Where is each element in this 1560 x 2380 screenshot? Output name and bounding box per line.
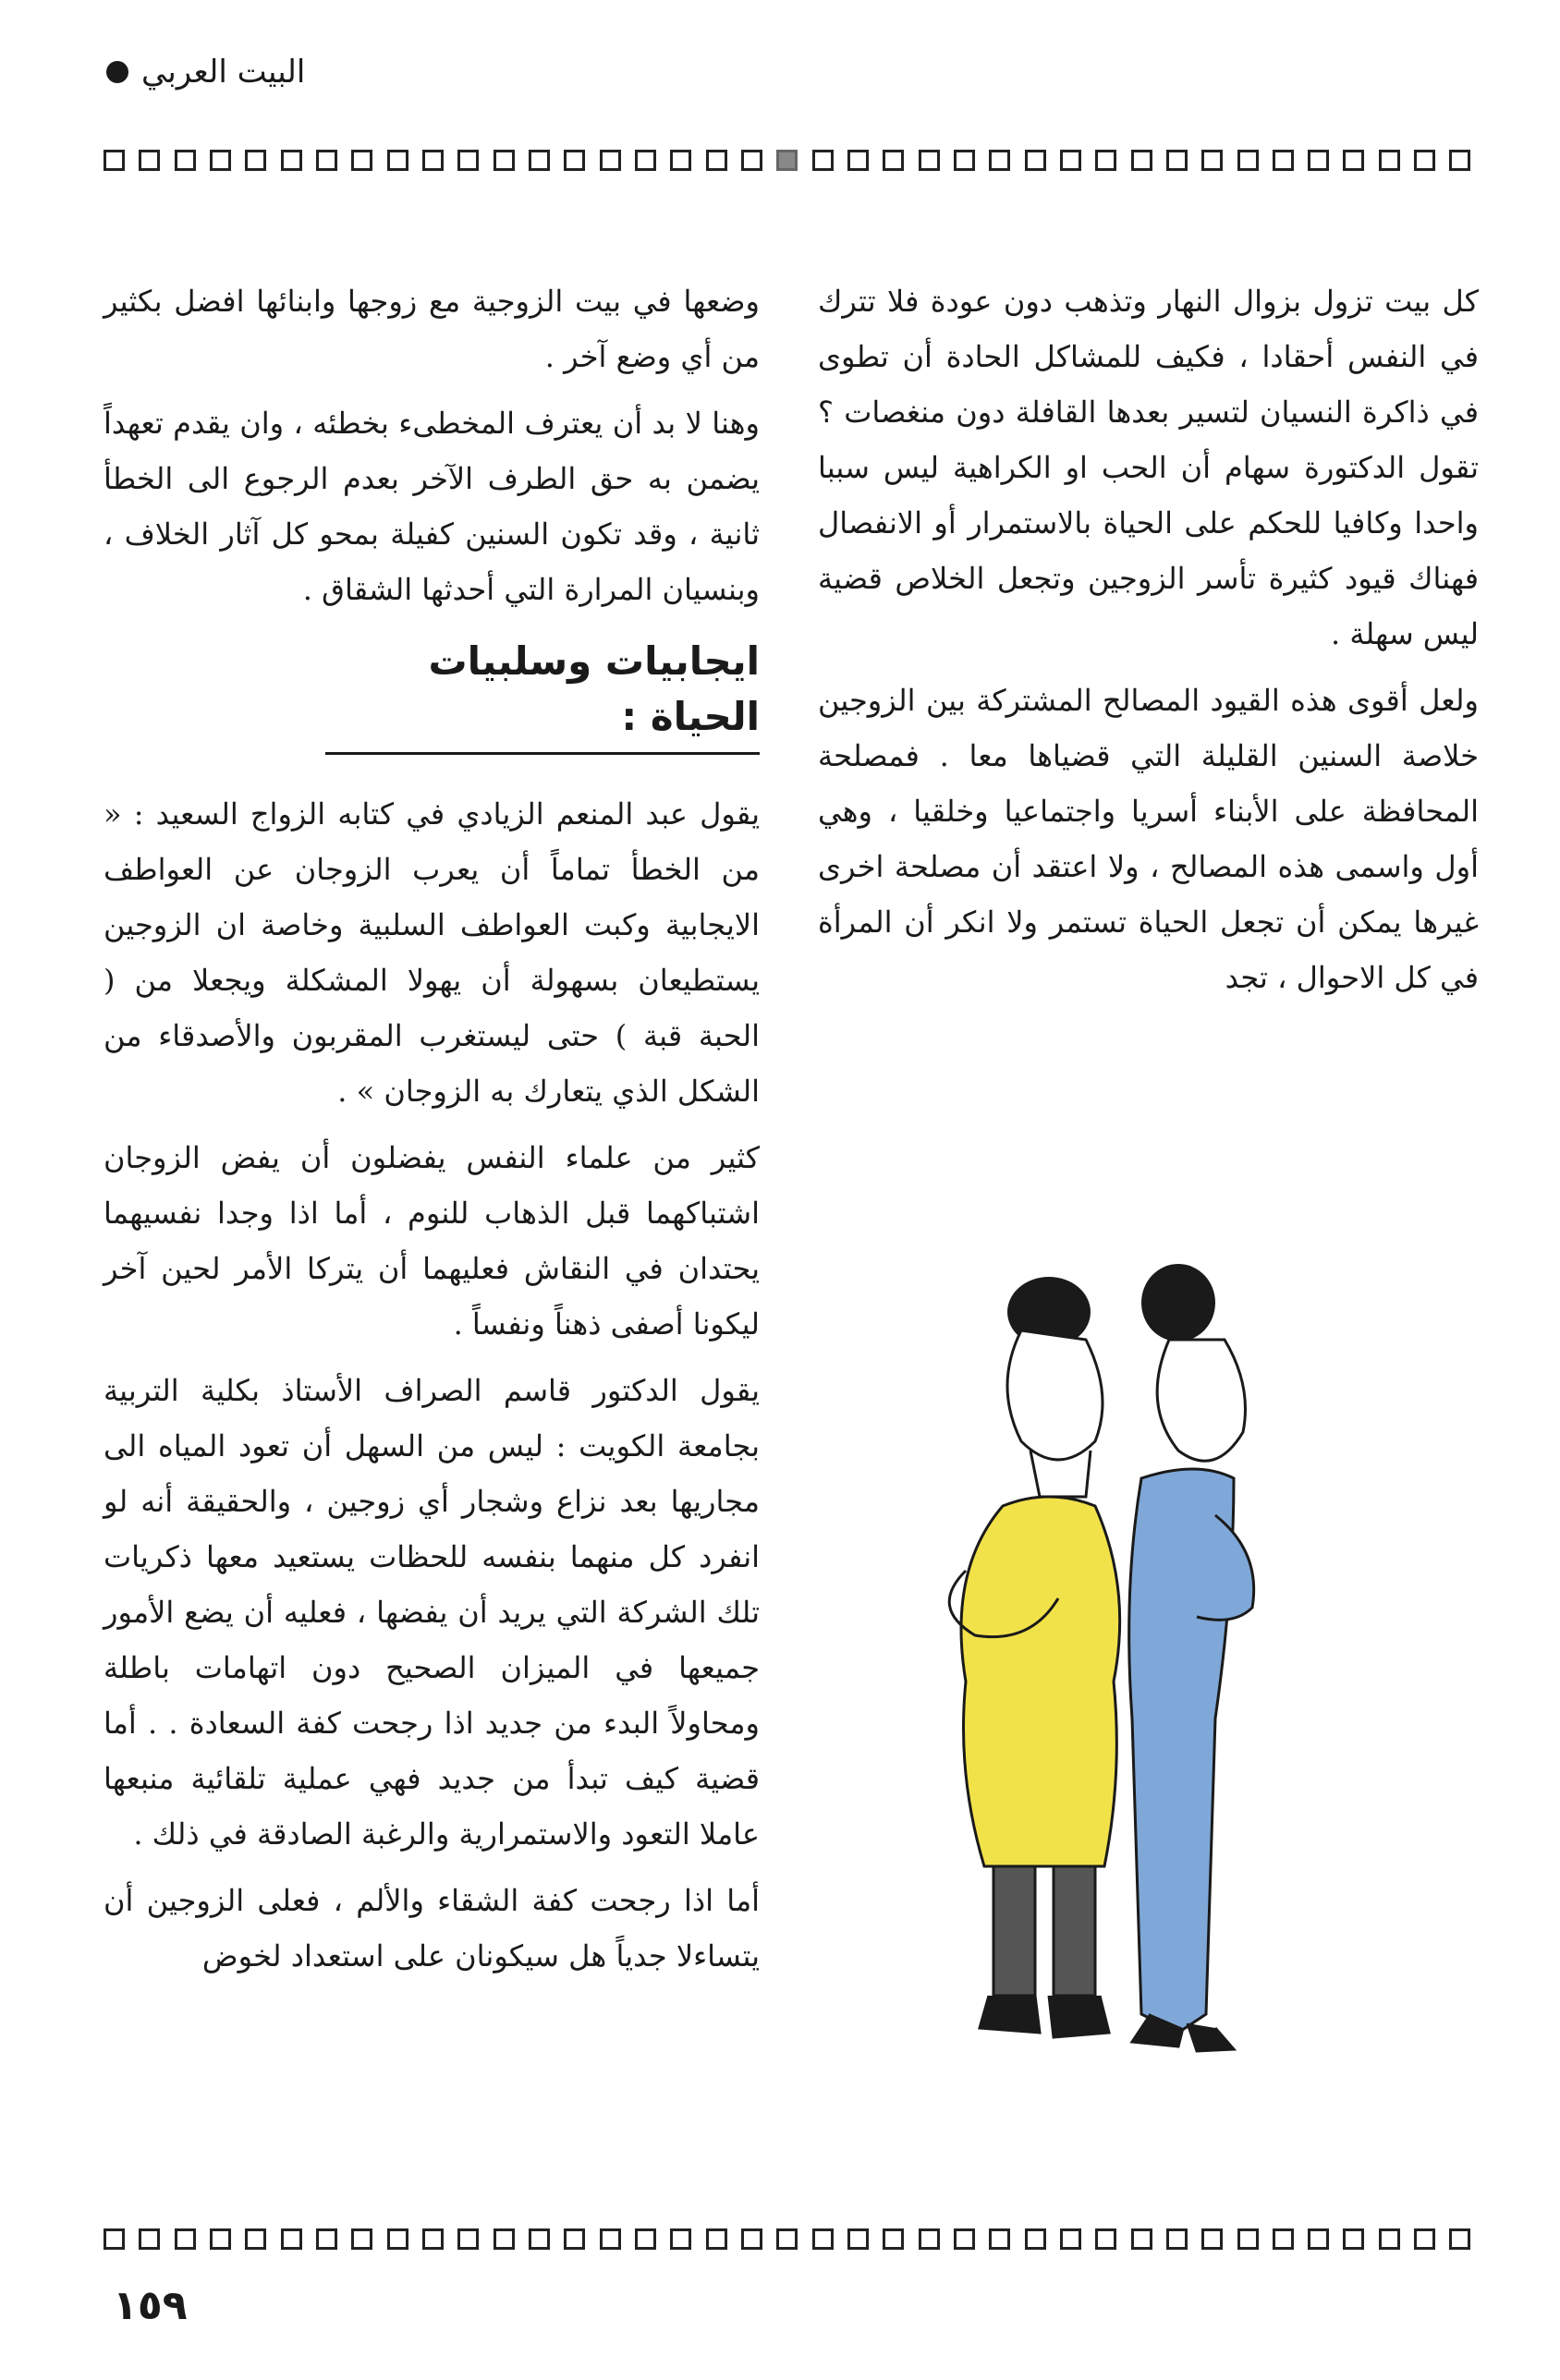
left-column: [104, 273, 760, 1995]
border-square: [422, 2228, 444, 2250]
border-square: [989, 2228, 1010, 2250]
border-square: [351, 150, 372, 171]
border-square: [245, 2228, 266, 2250]
border-square: [387, 150, 408, 171]
border-square: [564, 150, 585, 171]
border-square: [670, 2228, 691, 2250]
border-square: [457, 2228, 479, 2250]
border-square: [210, 150, 231, 171]
border-square: [635, 2228, 656, 2250]
border-square: [600, 2228, 621, 2250]
border-square: [847, 2228, 869, 2250]
border-square: [1414, 150, 1435, 171]
paragraph: يقول عبد المنعم الزيادي في كتابه الزواج السعيد : « من الخطأ تماماً أن يعرب الزوجان عن العواطف الايجابية وكبت العواطف السلبية وخاصة ان الزوجين يستطيعان بسهولة أن يهولا المشكلة ويجعلا من ( الحبة قبة ) حتى ليستغرب المقربون والأصدقاء من الشكل الذي يتعارك به الزوجان » .: [104, 796, 761, 1109]
section-heading: ايجابيات وسلبيات الحياة :: [325, 634, 760, 755]
border-square: [281, 2228, 302, 2250]
paragraph: يقول الدكتور قاسم الصراف الأستاذ بكلية التربية بجامعة الكويت : ليس من السهل أن تعود المياه الى مجاريها بعد نزاع وشجار أي زوجين ، والحقيقة أنه لو انفرد كل منهما بنفسه للحظات يستعيد معها ذكريات تلك الشركة التي يريد أن يفضها ، فعليه أن يضع الأمور جميعها في الميزان الصحيح دون اتهامات باطلة ومحاولاً البدء من جديد اذا رجحت كفة السعادة . . أما قضية كيف تبدأ من جديد فهي عملية تلقائية منبعها عاملا التعود والاستمرارية والرغبة الصادقة في ذلك .: [104, 1373, 761, 1852]
border-square: [706, 150, 727, 171]
top-decorative-border: [104, 143, 1471, 176]
bottom-decorative-border: [104, 2222, 1471, 2255]
bullet-icon: [106, 61, 128, 83]
border-square: [316, 2228, 337, 2250]
border-square: [1166, 150, 1188, 171]
border-square: [812, 150, 834, 171]
border-square: [316, 150, 337, 171]
border-square: [1379, 2228, 1400, 2250]
border-square: [1308, 150, 1329, 171]
paragraph: كل بيت تزول بزوال النهار وتذهب دون عودة فلا تترك في النفس أحقادا ، فكيف للمشاكل الحادة أن تطوى في ذاكرة النسيان لتسير بعدها القافلة دون منغصات ؟ تقول الدكتورة سهام أن الحب او الكراهية ليس سببا واحدا وكافيا للحكم على الحياة بالاستمرار أو الانفصال فهناك قيود كثيرة تأسر الزوجين وتجعل الخلاص قضية ليس سهلة .: [818, 284, 1479, 651]
border-square: [1025, 2228, 1046, 2250]
border-square: [670, 150, 691, 171]
page-number: ١٥٩: [113, 2282, 188, 2329]
paragraph: أما اذا رجحت كفة الشقاء والألم ، فعلى الزوجين أن يتساءلا جدياً هل سيكونان على استعداد لخوض: [104, 1883, 760, 1973]
border-square: [1095, 150, 1116, 171]
border-square: [139, 2228, 160, 2250]
border-square: [1237, 150, 1259, 171]
border-square: [494, 150, 515, 171]
paragraph: وضعها في بيت الزوجية مع زوجها وابنائها افضل بكثير من أي وضع آخر .: [104, 284, 760, 374]
border-square: [457, 150, 479, 171]
border-square: [883, 150, 904, 171]
border-square: [1095, 2228, 1116, 2250]
right-column: [818, 273, 1479, 1016]
border-square: [139, 150, 160, 171]
border-square: [776, 2228, 798, 2250]
border-square: [1273, 150, 1294, 171]
border-square: [1201, 150, 1223, 171]
border-square: [883, 2228, 904, 2250]
border-square: [387, 2228, 408, 2250]
border-square: [1273, 2228, 1294, 2250]
border-square: [1131, 150, 1152, 171]
border-square: [741, 2228, 762, 2250]
paragraph: وهنا لا بد أن يعترف المخطىء بخطئه ، وان يقدم تعهداً يضمن به حق الطرف الآخر بعدم الرجوع الى الخطأ ثانية ، وقد تكون السنين كفيلة بمحو كل آثار الخلاف ، وبنسيان المرارة التي أحدثها الشقاق .: [104, 406, 760, 607]
border-square: [104, 2228, 125, 2250]
border-square: [104, 150, 125, 171]
border-square: [529, 150, 550, 171]
border-square: [1449, 2228, 1470, 2250]
border-square: [600, 150, 621, 171]
border-square: [741, 150, 762, 171]
border-square: [175, 2228, 196, 2250]
border-square: [245, 150, 266, 171]
paragraph: ولعل أقوى هذه القيود المصالح المشتركة بين الزوجين خلاصة السنين القليلة التي قضياها معا . فمصلحة المحافظة على الأبناء أسريا واجتماعيا وخلقيا ، وهي أول واسمى هذه المصالح ، ولا اعتقد أن مصلحة اخرى غيرها يمكن أن تجعل الحياة تستمر ولا انكر أن المرأة في كل الاحوال ، تجد: [818, 683, 1479, 995]
border-square: [919, 2228, 940, 2250]
border-square: [1343, 150, 1364, 171]
border-square: [1060, 2228, 1081, 2250]
running-header: [106, 54, 305, 91]
border-square: [1237, 2228, 1259, 2250]
border-square: [422, 150, 444, 171]
border-square: [210, 2228, 231, 2250]
border-square: [1414, 2228, 1435, 2250]
border-square: [1449, 150, 1470, 171]
paragraph: كثير من علماء النفس يفضلون أن يفض الزوجان اشتباكهما قبل الذهاب للنوم ، أما اذا وجدا نفسيهما يحتدان في النقاش فعليهما أن يتركا الأمر لحين آخر ليكونا أصفى ذهناً ونفساً .: [104, 1140, 760, 1342]
border-square: [564, 2228, 585, 2250]
border-square: [1060, 150, 1081, 171]
border-square: [1166, 2228, 1188, 2250]
border-square: [1201, 2228, 1223, 2250]
border-square: [494, 2228, 515, 2250]
border-square: [1131, 2228, 1152, 2250]
border-square: [635, 150, 656, 171]
border-square: [1308, 2228, 1329, 2250]
border-square: [847, 150, 869, 171]
border-square: [1343, 2228, 1364, 2250]
border-square: [954, 150, 975, 171]
border-square: [1379, 150, 1400, 171]
border-square: [954, 2228, 975, 2250]
border-square: [812, 2228, 834, 2250]
magazine-title: البيت العربي: [141, 54, 306, 91]
border-square: [776, 150, 798, 171]
woman-figure: [949, 1277, 1119, 2037]
man-figure: [1129, 1264, 1254, 2051]
border-square: [706, 2228, 727, 2250]
border-square: [175, 150, 196, 171]
border-square: [919, 150, 940, 171]
border-square: [989, 150, 1010, 171]
border-square: [1025, 150, 1046, 171]
border-square: [281, 150, 302, 171]
border-square: [529, 2228, 550, 2250]
border-square: [351, 2228, 372, 2250]
couple-back-to-back-illustration: [901, 1201, 1437, 2070]
